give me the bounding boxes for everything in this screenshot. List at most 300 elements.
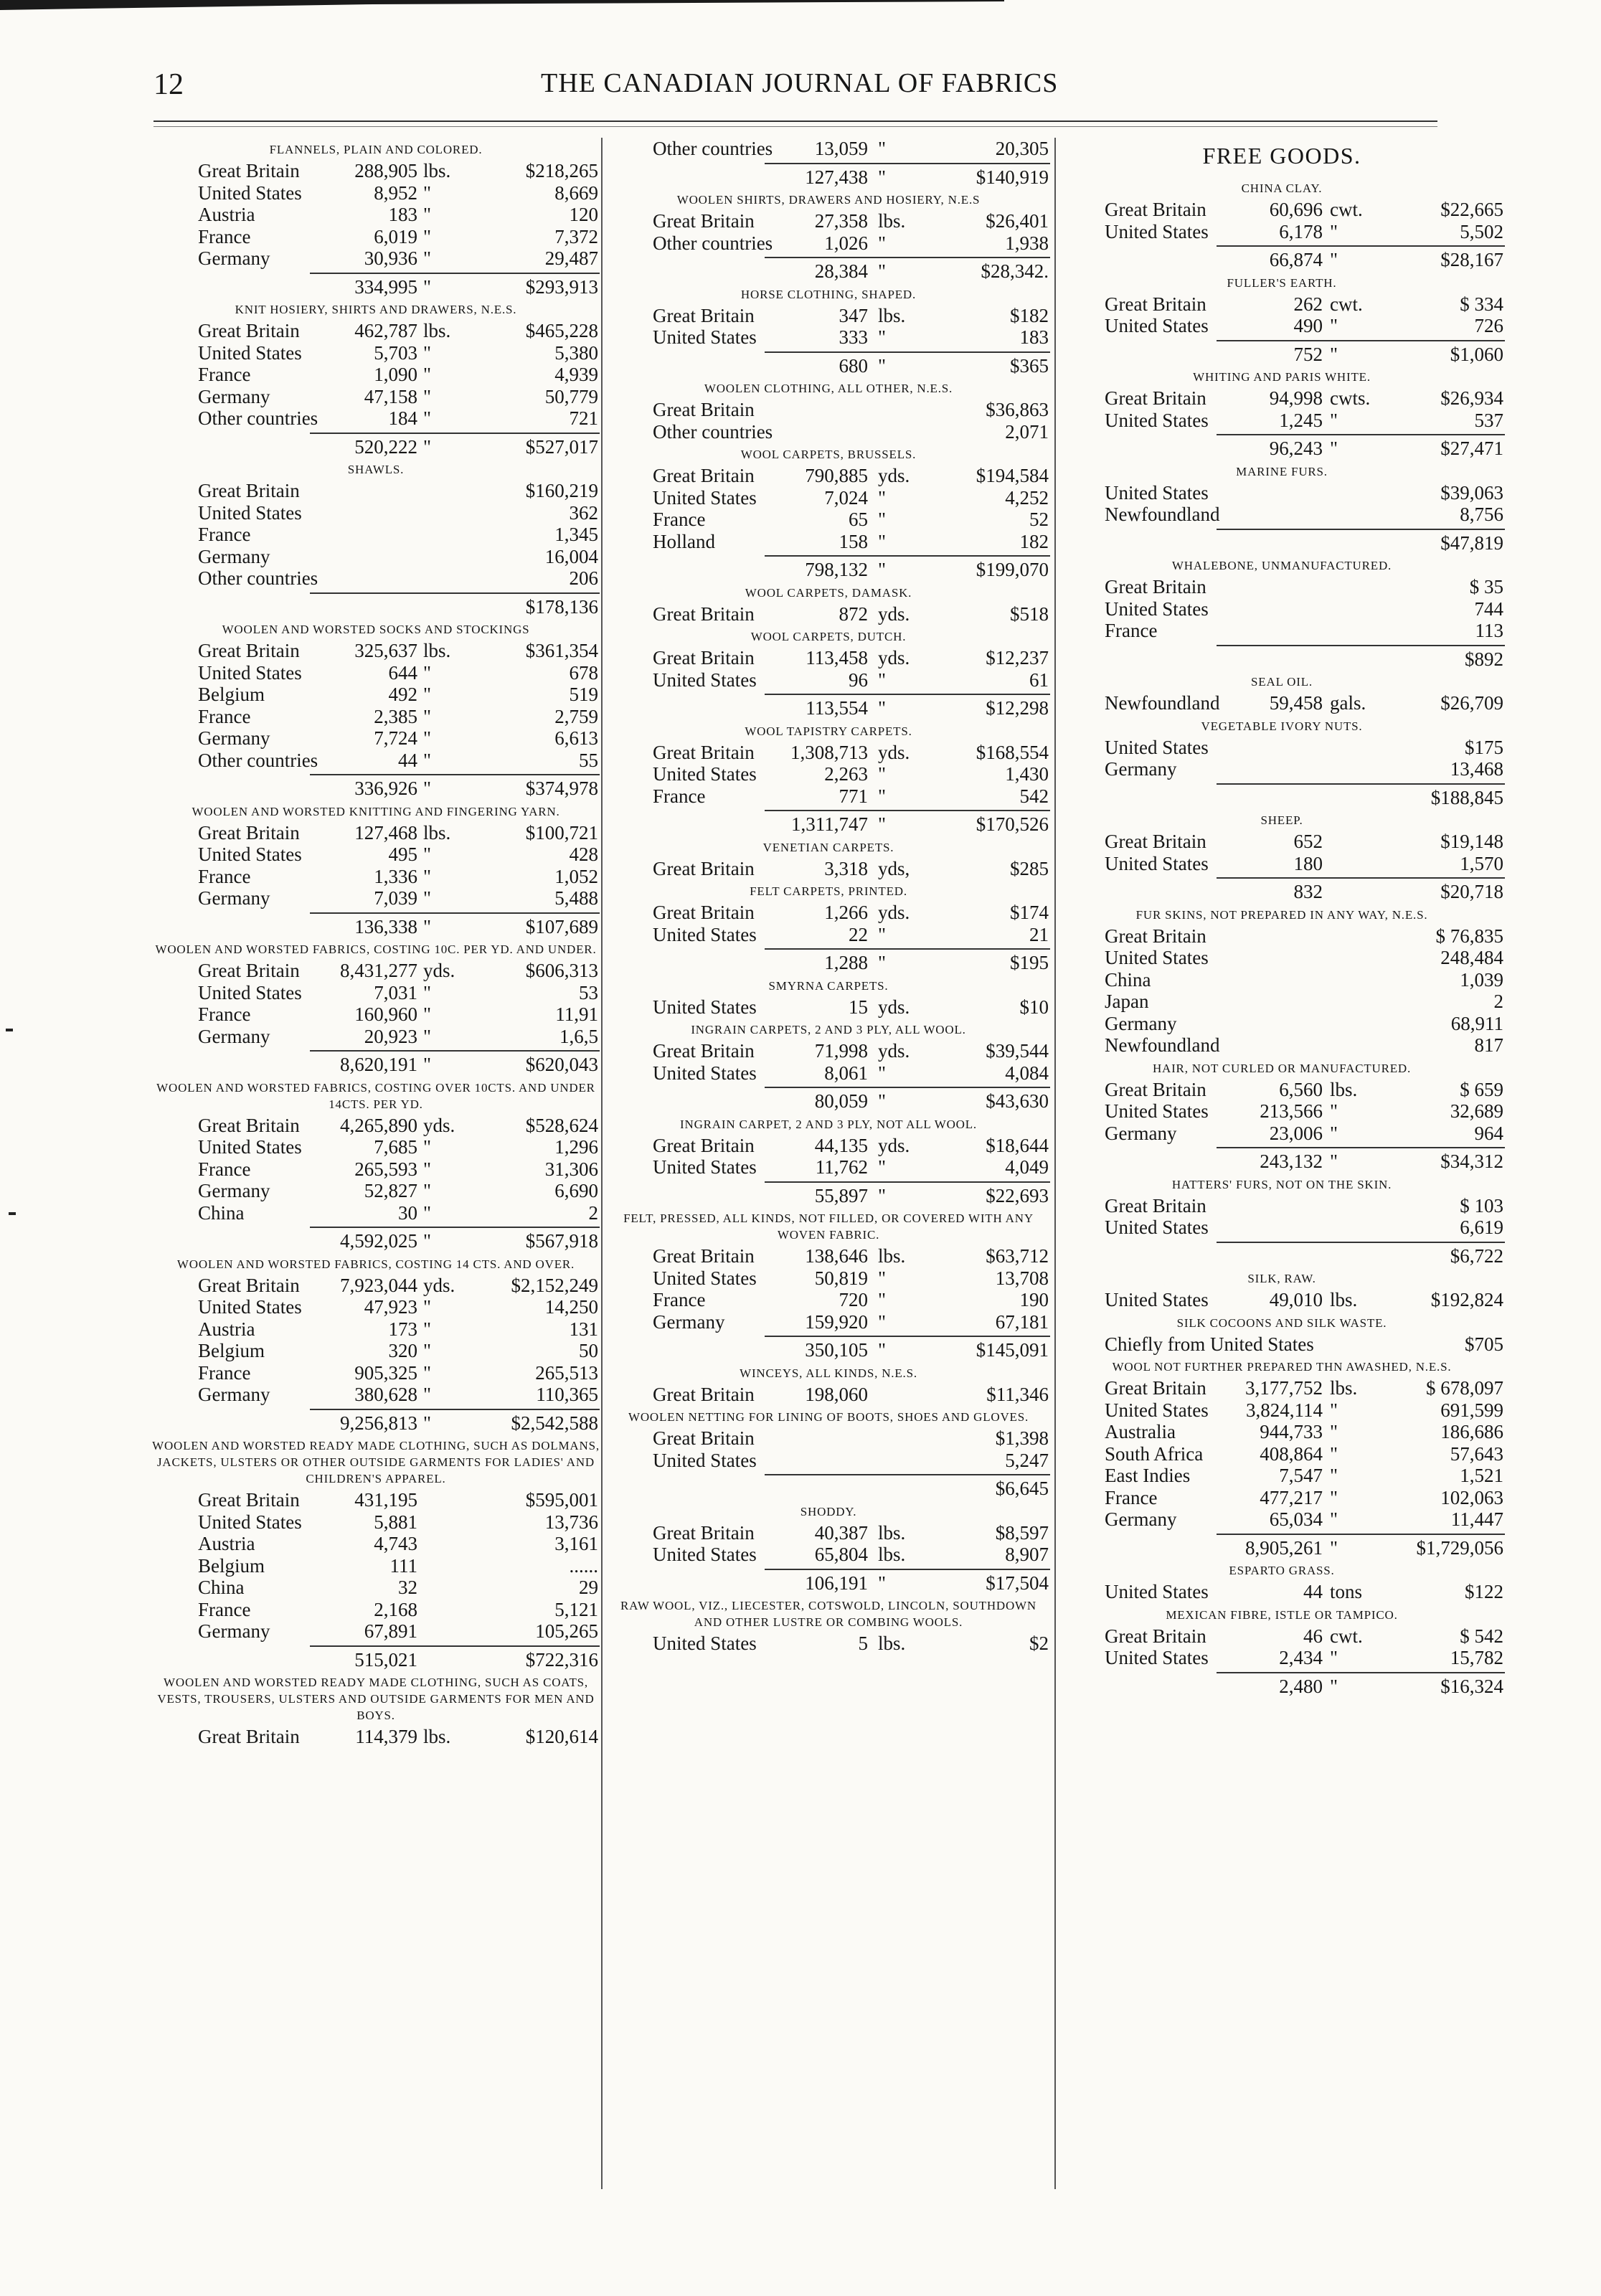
dollar-value: 183 bbox=[1019, 326, 1049, 348]
country-name: Germany bbox=[198, 727, 270, 749]
total-unit: " bbox=[1330, 1536, 1338, 1559]
quantity-value: 23,006 bbox=[1269, 1122, 1323, 1144]
quantity-value: 8,061 bbox=[824, 1062, 868, 1084]
total-unit: " bbox=[878, 354, 887, 377]
dollar-value: $120,614 bbox=[525, 1726, 598, 1747]
table-row bbox=[607, 603, 1050, 625]
country-name: Australia bbox=[1105, 1421, 1176, 1442]
table-row bbox=[1059, 576, 1505, 598]
section-title: MARINE FURS. bbox=[1236, 464, 1328, 478]
unit-label: lbs. bbox=[878, 1245, 906, 1267]
quantity-value: 7,547 bbox=[1279, 1465, 1323, 1486]
country-name: United States bbox=[198, 981, 302, 1003]
total-row bbox=[152, 276, 600, 298]
table-row bbox=[607, 647, 1050, 669]
total-row bbox=[1059, 881, 1505, 903]
dollar-value: $22,665 bbox=[1440, 199, 1503, 220]
table-row bbox=[152, 684, 600, 706]
country-name: Great Britain bbox=[653, 857, 755, 879]
total-row bbox=[1059, 1537, 1505, 1559]
total-rule bbox=[765, 694, 1050, 695]
total-rule bbox=[310, 273, 600, 274]
section-title: WHALEBONE, UNMANUFACTURED. bbox=[1171, 559, 1392, 572]
unit-label: " bbox=[423, 749, 432, 771]
unit-label: " bbox=[1330, 1122, 1338, 1144]
dollar-value: 519 bbox=[569, 684, 598, 705]
country-name: United States bbox=[1105, 597, 1209, 620]
total-rule bbox=[310, 774, 600, 775]
total-row bbox=[152, 1054, 600, 1076]
total-value: $374,978 bbox=[525, 778, 598, 799]
unit-label: lbs. bbox=[878, 304, 906, 326]
quantity-value: 44 bbox=[1303, 1581, 1323, 1602]
total-rule bbox=[765, 1087, 1050, 1088]
country-name: United States bbox=[1105, 1289, 1209, 1310]
dollar-value: 52 bbox=[1029, 509, 1049, 530]
total-row bbox=[152, 778, 600, 800]
country-name: United States bbox=[1105, 1581, 1209, 1602]
total-rule bbox=[1217, 645, 1505, 646]
country-name: France bbox=[198, 1158, 251, 1180]
total-unit: " bbox=[1330, 249, 1338, 270]
table-row bbox=[607, 669, 1050, 691]
country-name: United States bbox=[1105, 1647, 1209, 1668]
dollar-value: 1,430 bbox=[1005, 763, 1049, 785]
unit-label: " bbox=[423, 1158, 432, 1180]
dollar-value: $39,544 bbox=[986, 1040, 1049, 1062]
country-name: Great Britain bbox=[653, 1040, 755, 1062]
quantity-value: 6,560 bbox=[1279, 1078, 1323, 1100]
table-row bbox=[152, 1296, 600, 1318]
unit-label: " bbox=[878, 326, 887, 348]
country-name: France bbox=[198, 1361, 251, 1384]
dollar-value: 13,708 bbox=[995, 1267, 1049, 1289]
dollar-value: $595,001 bbox=[525, 1489, 598, 1511]
total-rule bbox=[765, 1569, 1050, 1570]
total-rule bbox=[765, 948, 1050, 950]
total-row bbox=[607, 260, 1050, 283]
dollar-value: 362 bbox=[569, 501, 598, 524]
unit-label: yds. bbox=[423, 1274, 455, 1296]
dollar-value: 5,121 bbox=[554, 1598, 598, 1620]
table-row bbox=[607, 399, 1050, 421]
quantity-value: 4,743 bbox=[374, 1533, 417, 1554]
unit-label: yds. bbox=[878, 996, 910, 1018]
margin-mark bbox=[9, 1212, 16, 1215]
dollar-value: 31,306 bbox=[544, 1158, 598, 1180]
country-name: Germany bbox=[198, 385, 270, 407]
column-divider bbox=[1054, 138, 1056, 2189]
table-row bbox=[152, 567, 600, 590]
unit-label: " bbox=[878, 509, 887, 530]
quantity-value: 7,039 bbox=[374, 887, 417, 909]
country-name: United States bbox=[653, 1156, 757, 1178]
total-quantity: 106,191 bbox=[805, 1572, 868, 1594]
quantity-value: 872 bbox=[839, 603, 868, 625]
dollar-value: 6,690 bbox=[554, 1180, 598, 1201]
total-value: $34,312 bbox=[1440, 1151, 1503, 1172]
dollar-value: $ 35 bbox=[1469, 576, 1503, 597]
country-name: Germany bbox=[198, 1620, 270, 1642]
table-row bbox=[152, 1275, 600, 1297]
total-rule bbox=[765, 1474, 1050, 1475]
quantity-value: 50,819 bbox=[814, 1267, 868, 1289]
table-row bbox=[1059, 620, 1505, 642]
dollar-value: $518 bbox=[1010, 603, 1049, 625]
quantity-value: 44,135 bbox=[814, 1134, 868, 1156]
table-row bbox=[152, 1202, 600, 1224]
country-name: Germany bbox=[1105, 1508, 1177, 1530]
unit-label: yds. bbox=[878, 902, 910, 923]
section-title: WOOLEN AND WORSTED FABRICS, COSTING OVER 10CTS. AND UNDER 14CTS. PER YD. bbox=[156, 1080, 595, 1111]
country-name: Great Britain bbox=[653, 465, 755, 486]
total-rule bbox=[765, 810, 1050, 811]
column-right bbox=[1059, 138, 1505, 1697]
country-name: United States bbox=[1105, 220, 1209, 242]
table-row bbox=[1059, 1581, 1505, 1603]
unit-label: " bbox=[878, 923, 887, 945]
column-middle bbox=[607, 138, 1050, 1655]
dollar-value: 113 bbox=[1475, 620, 1503, 641]
total-value: $28,167 bbox=[1440, 249, 1503, 270]
quantity-value: 1,026 bbox=[824, 232, 868, 254]
country-name: United States bbox=[198, 661, 302, 684]
unit-label: " bbox=[878, 785, 887, 807]
quantity-value: 3,318 bbox=[824, 857, 868, 879]
dollar-value: $160,219 bbox=[525, 480, 598, 501]
total-row bbox=[607, 697, 1050, 719]
table-row bbox=[1059, 315, 1505, 337]
quantity-value: 65,034 bbox=[1269, 1508, 1323, 1530]
total-quantity: 8,905,261 bbox=[1245, 1536, 1323, 1559]
table-row bbox=[152, 887, 600, 910]
country-name: Other countries bbox=[653, 420, 773, 443]
table-row bbox=[607, 1267, 1050, 1290]
quantity-value: 138,646 bbox=[805, 1245, 868, 1267]
table-row bbox=[607, 1522, 1050, 1544]
country-name: France bbox=[198, 1003, 251, 1025]
dollar-value: 13,736 bbox=[544, 1511, 598, 1533]
table-row bbox=[1059, 737, 1505, 759]
country-name: United States bbox=[653, 669, 757, 691]
dollar-value: $100,721 bbox=[525, 821, 598, 844]
table-row bbox=[1059, 1508, 1505, 1531]
dollar-value: 4,939 bbox=[554, 364, 598, 385]
dollar-value: $11,346 bbox=[986, 1383, 1049, 1405]
dollar-value: 50,779 bbox=[544, 385, 598, 407]
country-name: United States bbox=[1105, 1100, 1209, 1122]
dollar-value: 2 bbox=[588, 1201, 598, 1224]
dollar-value: 55 bbox=[579, 749, 598, 771]
unit-label: " bbox=[423, 1136, 432, 1158]
total-value: $16,324 bbox=[1440, 1675, 1503, 1697]
country-name: France bbox=[198, 364, 251, 385]
quantity-value: 15 bbox=[849, 996, 868, 1018]
table-row bbox=[152, 502, 600, 524]
dollar-value: 2,759 bbox=[554, 705, 598, 727]
quantity-value: 47,158 bbox=[364, 385, 417, 407]
section-title: WOOLEN AND WORSTED SOCKS AND STOCKINGS bbox=[222, 623, 530, 636]
country-name: Great Britain bbox=[198, 821, 300, 844]
table-row bbox=[607, 1450, 1050, 1472]
table-row bbox=[607, 421, 1050, 443]
total-row bbox=[1059, 787, 1505, 809]
country-name: United States bbox=[198, 341, 302, 364]
dollar-value: 5,247 bbox=[1005, 1449, 1049, 1471]
country-name: Germany bbox=[1105, 758, 1177, 780]
quantity-value: 173 bbox=[388, 1318, 417, 1340]
total-value: $170,526 bbox=[976, 813, 1049, 835]
country-name: Austria bbox=[198, 1533, 255, 1554]
section-title: WOOL CARPETS, DAMASK. bbox=[745, 585, 912, 600]
section-title: SHAWLS. bbox=[347, 463, 405, 476]
section-title: WOOLEN SHIRTS, DRAWERS AND HOSIERY, N.E.S bbox=[676, 193, 981, 207]
total-quantity: 832 bbox=[1293, 881, 1323, 902]
dollar-value: 542 bbox=[1019, 785, 1049, 807]
dollar-value: 248,484 bbox=[1440, 947, 1503, 968]
country-name: France bbox=[1105, 620, 1158, 641]
unit-label: " bbox=[423, 204, 432, 225]
section-title: HORSE CLOTHING, SHAPED. bbox=[740, 287, 917, 301]
dollar-value: 1,521 bbox=[1460, 1465, 1503, 1486]
table-row bbox=[1059, 598, 1505, 620]
total-value: $199,070 bbox=[976, 559, 1049, 580]
quantity-value: 1,266 bbox=[824, 902, 868, 923]
table-row bbox=[1059, 925, 1505, 948]
quantity-value: 71,998 bbox=[814, 1040, 868, 1062]
country-name: France bbox=[198, 524, 251, 545]
table-row bbox=[1059, 1465, 1505, 1487]
quantity-value: 347 bbox=[839, 304, 868, 326]
unit-label: yds. bbox=[423, 1114, 455, 1136]
table-row bbox=[607, 487, 1050, 509]
total-quantity: 243,132 bbox=[1260, 1151, 1323, 1172]
unit-label: " bbox=[423, 981, 432, 1003]
quantity-value: 5,703 bbox=[374, 341, 417, 364]
total-value: $140,919 bbox=[976, 166, 1049, 188]
table-row bbox=[607, 1245, 1050, 1267]
page-header bbox=[154, 67, 1445, 110]
total-rule bbox=[1217, 783, 1505, 785]
quantity-value: 408,864 bbox=[1260, 1442, 1323, 1465]
quantity-value: 7,923,044 bbox=[340, 1274, 417, 1296]
quantity-value: 5,881 bbox=[374, 1511, 417, 1533]
table-row bbox=[1059, 1443, 1505, 1465]
unit-label: " bbox=[423, 364, 432, 385]
quantity-value: 183 bbox=[388, 204, 417, 225]
table-row bbox=[1059, 1216, 1505, 1239]
table-row bbox=[607, 742, 1050, 764]
unit-label: " bbox=[878, 1310, 887, 1333]
table-row bbox=[1059, 387, 1505, 410]
total-rule bbox=[1217, 1534, 1505, 1535]
table-row bbox=[152, 226, 600, 248]
section-title: FELT CARPETS, PRINTED. bbox=[750, 884, 907, 898]
total-unit: " bbox=[878, 559, 887, 580]
total-rule bbox=[765, 555, 1050, 557]
journal-title: THE CANADIAN JOURNAL OF FABRICS bbox=[541, 68, 1059, 98]
total-quantity: 113,554 bbox=[806, 697, 868, 719]
dollar-value: 190 bbox=[1019, 1289, 1049, 1310]
table-row bbox=[152, 982, 600, 1004]
section-title: HATTERS' FURS, NOT ON THE SKIN. bbox=[1171, 1177, 1392, 1191]
unit-label: lbs. bbox=[878, 1633, 906, 1654]
country-name: China bbox=[198, 1201, 245, 1224]
country-name: China bbox=[1105, 968, 1151, 991]
country-name: Other countries bbox=[653, 138, 773, 159]
unit-label: yds. bbox=[878, 603, 910, 625]
column-left bbox=[152, 138, 600, 1748]
total-rule bbox=[1217, 245, 1505, 247]
table-row bbox=[152, 386, 600, 408]
dollar-value: 4,049 bbox=[1005, 1156, 1049, 1178]
quantity-value: 49,010 bbox=[1269, 1289, 1323, 1310]
total-unit: " bbox=[423, 275, 432, 298]
table-row bbox=[152, 342, 600, 364]
dollar-value: $36,863 bbox=[986, 399, 1049, 420]
country-name: Chiefly from United States bbox=[1105, 1333, 1314, 1355]
table-row bbox=[1059, 1195, 1505, 1217]
unit-label: lbs. bbox=[1330, 1377, 1358, 1399]
total-quantity: 55,897 bbox=[814, 1184, 868, 1206]
quantity-value: 67,891 bbox=[364, 1620, 417, 1642]
unit-label: lbs. bbox=[1330, 1078, 1358, 1100]
table-row bbox=[152, 1340, 600, 1362]
table-row bbox=[152, 1577, 600, 1599]
table-row bbox=[152, 1026, 600, 1048]
dollar-value: $175 bbox=[1465, 736, 1503, 758]
total-unit: " bbox=[878, 1572, 887, 1594]
unit-label: " bbox=[878, 1267, 887, 1289]
total-rule bbox=[1217, 340, 1505, 341]
quantity-value: 771 bbox=[839, 785, 868, 807]
quantity-value: 8,431,277 bbox=[340, 960, 417, 981]
country-name: France bbox=[653, 785, 706, 807]
dollar-value: 5,380 bbox=[554, 341, 598, 364]
country-name: United States bbox=[198, 181, 302, 204]
dollar-value: 182 bbox=[1019, 530, 1049, 552]
dollar-value: $26,401 bbox=[986, 210, 1049, 232]
dollar-value: $705 bbox=[1465, 1333, 1503, 1355]
quantity-value: 5 bbox=[858, 1633, 868, 1654]
unit-label: yds. bbox=[878, 465, 910, 486]
dollar-value: $63,712 bbox=[986, 1245, 1049, 1267]
country-name: Great Britain bbox=[198, 1274, 300, 1296]
total-row bbox=[1059, 249, 1505, 271]
table-row bbox=[152, 1726, 600, 1748]
total-value: $722,316 bbox=[525, 1648, 598, 1671]
country-name: France bbox=[198, 1598, 251, 1620]
country-name: Other countries bbox=[198, 567, 318, 589]
total-row bbox=[1059, 1676, 1505, 1698]
quantity-value: 644 bbox=[388, 661, 417, 684]
country-name: Other countries bbox=[198, 407, 318, 429]
quantity-value: 1,245 bbox=[1279, 409, 1323, 431]
total-row bbox=[1059, 1151, 1505, 1173]
quantity-value: 3,824,114 bbox=[1246, 1399, 1323, 1421]
total-value: $27,471 bbox=[1440, 438, 1503, 459]
unit-label: " bbox=[878, 669, 887, 691]
country-name: Great Britain bbox=[653, 210, 755, 232]
country-name: Great Britain bbox=[198, 1114, 300, 1136]
unit-label: " bbox=[878, 1156, 887, 1178]
quantity-value: 2,434 bbox=[1279, 1647, 1323, 1668]
unit-label: " bbox=[1330, 1465, 1338, 1486]
country-name: France bbox=[653, 509, 706, 530]
unit-label: lbs. bbox=[878, 1521, 906, 1544]
quantity-value: 30 bbox=[398, 1201, 417, 1224]
quantity-value: 60,696 bbox=[1269, 199, 1323, 220]
total-value: $22,693 bbox=[986, 1184, 1049, 1206]
unit-label: " bbox=[1330, 1399, 1338, 1421]
country-name: Newfoundland bbox=[1105, 504, 1220, 525]
section-title: WHITING AND PARIS WHITE. bbox=[1193, 370, 1371, 384]
total-quantity: 80,059 bbox=[814, 1090, 868, 1112]
country-name: Other countries bbox=[198, 749, 318, 771]
table-row bbox=[152, 524, 600, 546]
table-row bbox=[1059, 1487, 1505, 1509]
unit-label: " bbox=[423, 865, 432, 887]
table-row bbox=[1059, 1625, 1505, 1648]
country-name: Other countries bbox=[653, 232, 773, 254]
dollar-value: $ 103 bbox=[1460, 1194, 1503, 1216]
table-row bbox=[1059, 947, 1505, 969]
dollar-value: 691,599 bbox=[1440, 1399, 1503, 1421]
total-quantity: 520,222 bbox=[354, 435, 417, 458]
dollar-value: 1,6,5 bbox=[559, 1025, 598, 1047]
total-unit: " bbox=[423, 1054, 432, 1075]
country-name: United States bbox=[1105, 481, 1209, 504]
quantity-value: 720 bbox=[839, 1289, 868, 1310]
country-name: Great Britain bbox=[653, 1383, 755, 1405]
quantity-value: 46 bbox=[1303, 1625, 1323, 1647]
country-name: United States bbox=[198, 1511, 302, 1533]
total-quantity: 515,021 bbox=[354, 1648, 417, 1671]
quantity-value: 198,060 bbox=[805, 1383, 868, 1405]
quantity-value: 30,936 bbox=[364, 247, 417, 269]
unit-label: tons bbox=[1330, 1581, 1363, 1602]
table-row bbox=[152, 1533, 600, 1555]
table-row bbox=[152, 546, 600, 568]
country-name: Great Britain bbox=[653, 647, 755, 669]
total-rule bbox=[1217, 529, 1505, 530]
dollar-value: 721 bbox=[569, 407, 598, 429]
table-row bbox=[607, 924, 1050, 946]
table-row bbox=[607, 1156, 1050, 1178]
total-unit: " bbox=[878, 166, 887, 188]
total-value: $17,504 bbox=[986, 1572, 1049, 1594]
section-title: SHEEP. bbox=[1260, 813, 1303, 827]
dollar-value: $168,554 bbox=[976, 741, 1049, 763]
quantity-value: 7,724 bbox=[374, 727, 417, 749]
table-row bbox=[1059, 293, 1505, 316]
table-row bbox=[152, 1362, 600, 1384]
quantity-value: 7,685 bbox=[374, 1136, 417, 1158]
country-name: Great Britain bbox=[198, 320, 300, 341]
country-name: France bbox=[198, 705, 251, 727]
table-row bbox=[1059, 221, 1505, 243]
total-row bbox=[1059, 344, 1505, 366]
quantity-value: 96 bbox=[849, 669, 868, 691]
country-name: United States bbox=[653, 1267, 757, 1289]
unit-label: yds, bbox=[878, 857, 910, 879]
unit-label: " bbox=[423, 684, 432, 705]
table-row bbox=[152, 727, 600, 750]
country-name: Great Britain bbox=[653, 741, 755, 763]
table-row bbox=[1059, 758, 1505, 780]
quantity-value: 495 bbox=[388, 844, 417, 865]
table-row bbox=[152, 750, 600, 772]
